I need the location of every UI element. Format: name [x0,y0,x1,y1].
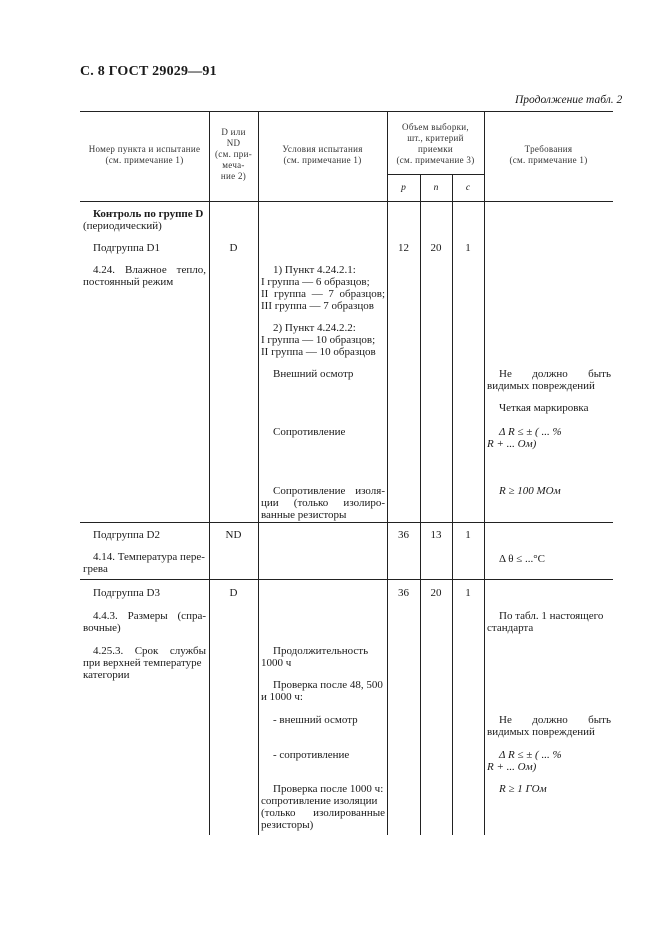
d2-subgroup-name: Подгруппа D2 [93,529,160,541]
col-header-sample: Объем выборки, шт., критерий приемки (см. примечание 3) [396,122,475,165]
d3-c: 1 [465,587,471,599]
d2-p: 36 [398,529,409,541]
d3-dimensions-requirement: По табл. 1 настоящего стандарта [487,610,604,634]
col-divider-3 [387,111,388,835]
d1-n: 20 [430,242,442,254]
header-bottom-rule [80,201,613,202]
d1-resistance: Сопротивление [273,426,346,438]
d3-subgroup-name: Подгруппа D3 [93,587,160,599]
col-header-conditions: Условия испытания (см. примечание 1) [282,144,363,165]
d3-visual-requirement: Не должно быть видимых повреждений [487,714,611,738]
d1-insulation-requirement: R ≥ 100 МОм [499,485,561,497]
d1-visual-inspection: Внешний осмотр [273,368,354,380]
col-divider-4 [420,174,421,835]
d1-subgroup-name: Подгруппа D1 [93,242,160,254]
d2-requirement: Δ θ ≤ ...°C [499,553,546,565]
d3-resistance: - сопротивление [273,749,350,761]
table-continuation-label: Продолжение табл. 2 [515,94,623,106]
d2-n: 13 [430,529,442,541]
d1-marking-requirement: Четкая маркировка [499,402,589,414]
d1-resistance-requirement: Δ R ≤ ± ( ... % R + ... Ом) [487,426,562,450]
col-divider-6 [484,111,485,835]
d1-insulation: Сопротивление изоля- ции (только изолиро- ванные резисторы [261,485,385,521]
d3-resistance-requirement: Δ R ≤ ± ( ... % R + ... Ом) [487,749,562,773]
col-header-requirements: Требования (см. примечание 1) [509,144,588,165]
col-divider-5 [452,174,453,835]
d3-n: 20 [430,587,442,599]
d1-visual-requirement: Не должно быть видимых повреждений [487,368,611,392]
col-header-d-nd: D или ND (см. при- меча- ние 2) [214,127,253,181]
d2-c: 1 [465,529,471,541]
table-top-rule [80,111,613,112]
d1-item: 4.24. Влажное тепло, постоянный режим [83,264,206,288]
d3-dnd: D [229,587,238,599]
d1-conditions-1: 1) Пункт 4.24.2.1: I группа — 6 образцов; II группа — 7 образцов; III группа — 7 образцов [261,264,385,312]
d1-dnd: D [229,242,238,254]
d3-duration: Продолжительность 1000 ч [261,645,369,669]
col-header-item: Номер пункта и испытание (см. примечание 1) [88,144,201,165]
d3-final-check: Проверка после 1000 ч: сопротивление изоляции (только изолированные резисторы) [261,783,385,831]
group-subtitle: (периодический) [83,220,162,232]
d3-item-lifetime: 4.25.3. Срок службы при верхней температуре категории [83,645,206,681]
col-divider-2 [258,111,259,835]
d1-p: 12 [398,242,409,254]
d1-c: 1 [465,242,471,254]
sample-subheader-rule [387,174,484,175]
col-header-p: p [401,183,406,193]
d1-conditions-2: 2) Пункт 4.24.2.2: I группа — 10 образцов; II группа — 10 образцов [261,322,376,358]
page-header-title: С. 8 ГОСТ 29029—91 [80,64,217,79]
d2-dnd: ND [225,529,242,541]
d1-bottom-rule [80,522,613,523]
d3-p: 36 [398,587,409,599]
col-divider-1 [209,111,210,835]
d3-final-requirement: R ≥ 1 ГОм [499,783,547,795]
col-header-c: c [465,183,471,193]
d2-bottom-rule [80,579,613,580]
d2-item: 4.14. Температура пере- грева [83,551,205,575]
d3-check: Проверка после 48, 500 и 1000 ч: [261,679,383,703]
d3-visual-inspection: - внешний осмотр [273,714,358,726]
d3-item-dimensions: 4.4.3. Размеры (спра- вочные) [83,610,206,634]
col-header-n: n [433,183,439,193]
group-title: Контроль по группе D [93,208,204,220]
